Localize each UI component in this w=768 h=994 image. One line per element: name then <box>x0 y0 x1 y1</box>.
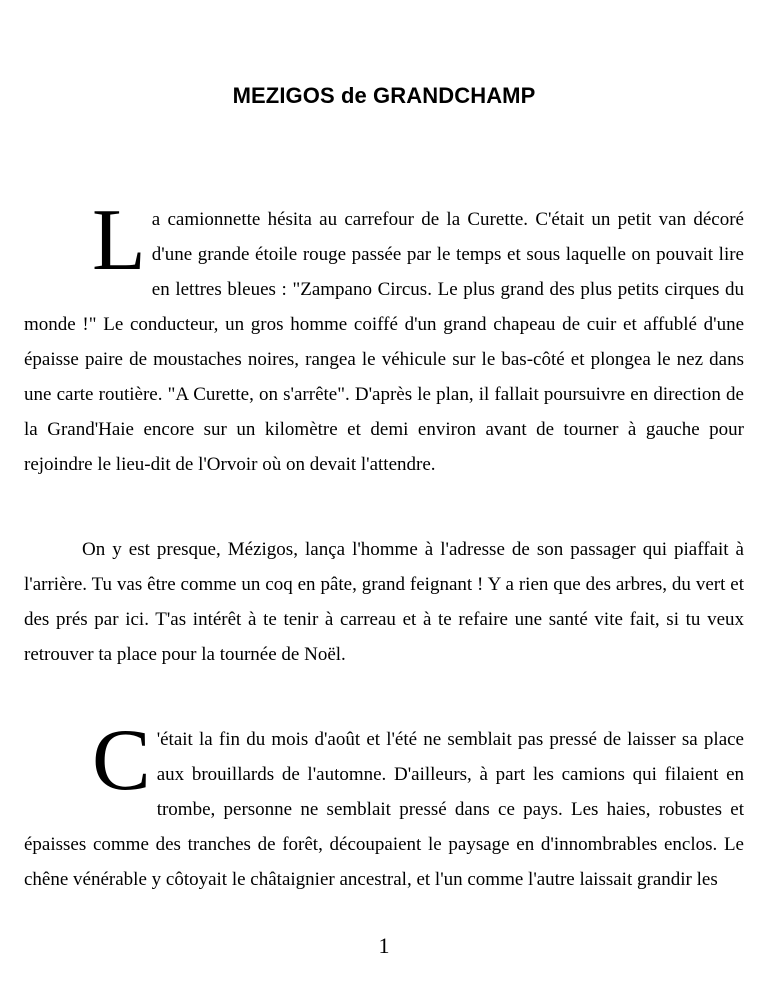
paragraph-3 <box>24 712 744 897</box>
document-title: MEZIGOS de GRANDCHAMP <box>232 83 536 108</box>
paragraph-3-text: 'était la fin du mois d'août et l'été ne semblait pas pressé de laisser sa place aux brouillards de l'automne. D'ailleurs, à part les camions qui filaient en trombe, personne ne semblait pressé dans ce pays. Les haies, robustes et épaisses comme des tranches de forêt, découpaient le paysage en d'innombrables enclos. Le chêne vénérable y côtoyait le châtaignier ancestral, et l'un comme l'autre laissait grandir les <box>24 729 744 890</box>
drop-cap-l: L <box>92 192 146 289</box>
paragraph-1 <box>24 192 744 482</box>
paragraph-2: On y est presque, Mézigos, lança l'homme à l'adresse de son passager qui piaffait à l'arrière. Tu vas être comme un coq en pâte, grand feignant ! Y a rien que des arbres, du vert et des prés par ici. T'as intérêt à te tenir à carreau et à te refaire une santé vite fait, si tu veux retrouver ta place pour la tournée de Noël. <box>24 539 744 665</box>
drop-cap-c: C <box>92 712 151 809</box>
paragraph-1-text: a camionnette hésita au carrefour de la Curette. C'était un petit van décoré d'une grande étoile rouge passée par le temps et sous laquelle on pouvait lire en lettres bleues : "Zampano Circus. Le plus grand des plus petits cirques du monde !" Le conducteur, un gros homme coiffé d'un grand chapeau de cuir et affublé d'une épaisse paire de moustaches noires, rangea le véhicule sur le bas-côté et plongea le nez dans une carte routière. "A Curette, on s'arrête". D'après le plan, il fallait poursuivre en direction de la Grand'Haie encore sur un kilomètre et demi environ avant de tourner à gauche pour rejoindre le lieu-dit de l'Orvoir où on devait l'attendre. <box>24 209 744 475</box>
page-number: 1 <box>378 933 390 958</box>
